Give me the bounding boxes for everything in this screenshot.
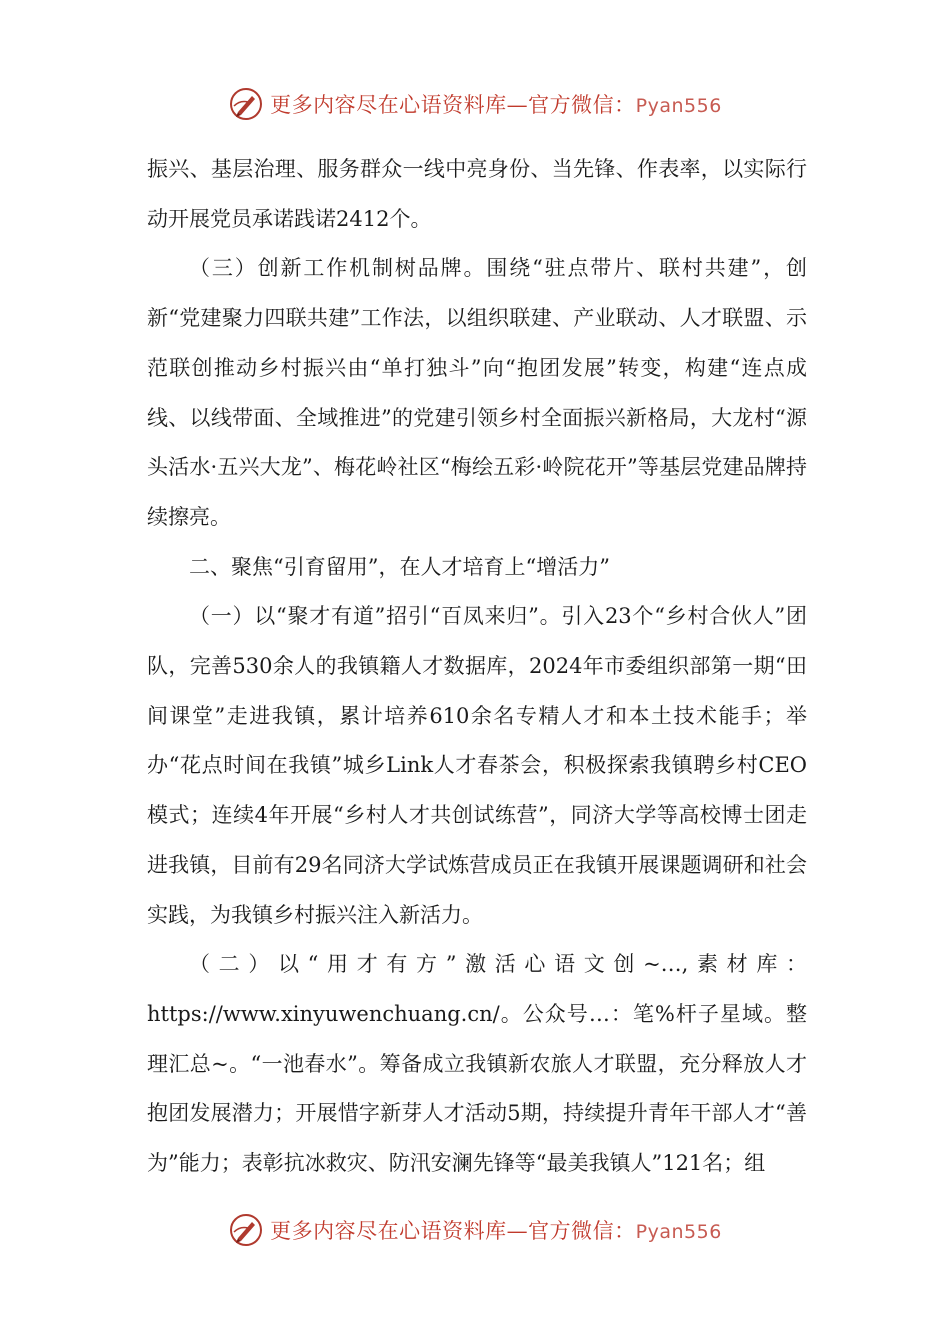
paragraph-2: （三）创新工作机制树品牌。围绕“驻点带片、联村共建”，创新“党建聚力四联共建”工作法，以组织联建、产业联动、人才联盟、示范联创推动乡村振兴由“单打独斗”向“抱团发展”转变，构建“连点成线、以线带面、全域推进”的党建引领乡村全面振兴新格局，大龙村“源头活水·五兴大龙”、梅花岭社区“梅绘五彩·岭院花开”等基层党建品牌持续擦亮。 — [147, 256, 807, 529]
paragraph-4: （二）以“用才有方”激活心语文创~…,素材库：https://www.xinyuwenchuang.cn/。公众号…：笔%杆子星域。整理汇总~。“一池春水”。筹备成立我镇新农旅人才联盟，充分释放人才抱团发展潜力；开展惜字新芽人才活动5期，持续提升青年干部人才“善为”能力；表彰抗冰救灾、防汛安澜先锋等“最美我镇人”121名；组 — [147, 952, 807, 1176]
section-heading: 二、聚焦“引育留用”，在人才培育上“增活力” — [189, 554, 610, 579]
pen-logo-icon — [228, 86, 264, 122]
paragraph-1: 振兴、基层治理、服务群众一线中亮身份、当先锋、作表率，以实际行动开展党员承诺践诺2412个。 — [147, 157, 807, 231]
pen-logo-icon — [228, 1212, 264, 1248]
document-body — [147, 145, 807, 1189]
header-watermark-banner — [0, 84, 950, 124]
banner-text: 更多内容尽在心语资料库—官方微信：Pyan556 — [270, 93, 722, 117]
footer-watermark-banner — [0, 1210, 950, 1250]
banner-text: 更多内容尽在心语资料库—官方微信：Pyan556 — [270, 1219, 722, 1243]
paragraph-3: （一）以“聚才有道”招引“百凤来归”。引入23个“乡村合伙人”团队，完善530余人的我镇籍人才数据库，2024年市委组织部第一期“田间课堂”走进我镇，累计培养610余名专精人才和本土技术能手；举办“花点时间在我镇”城乡Link人才春茶会，积极探索我镇聘乡村CEO模式；连续4年开展“乡村人才共创试练营”，同济大学等高校博士团走进我镇，目前有29名同济大学试炼营成员正在我镇开展课题调研和社会实践，为我镇乡村振兴注入新活力。 — [147, 604, 807, 927]
